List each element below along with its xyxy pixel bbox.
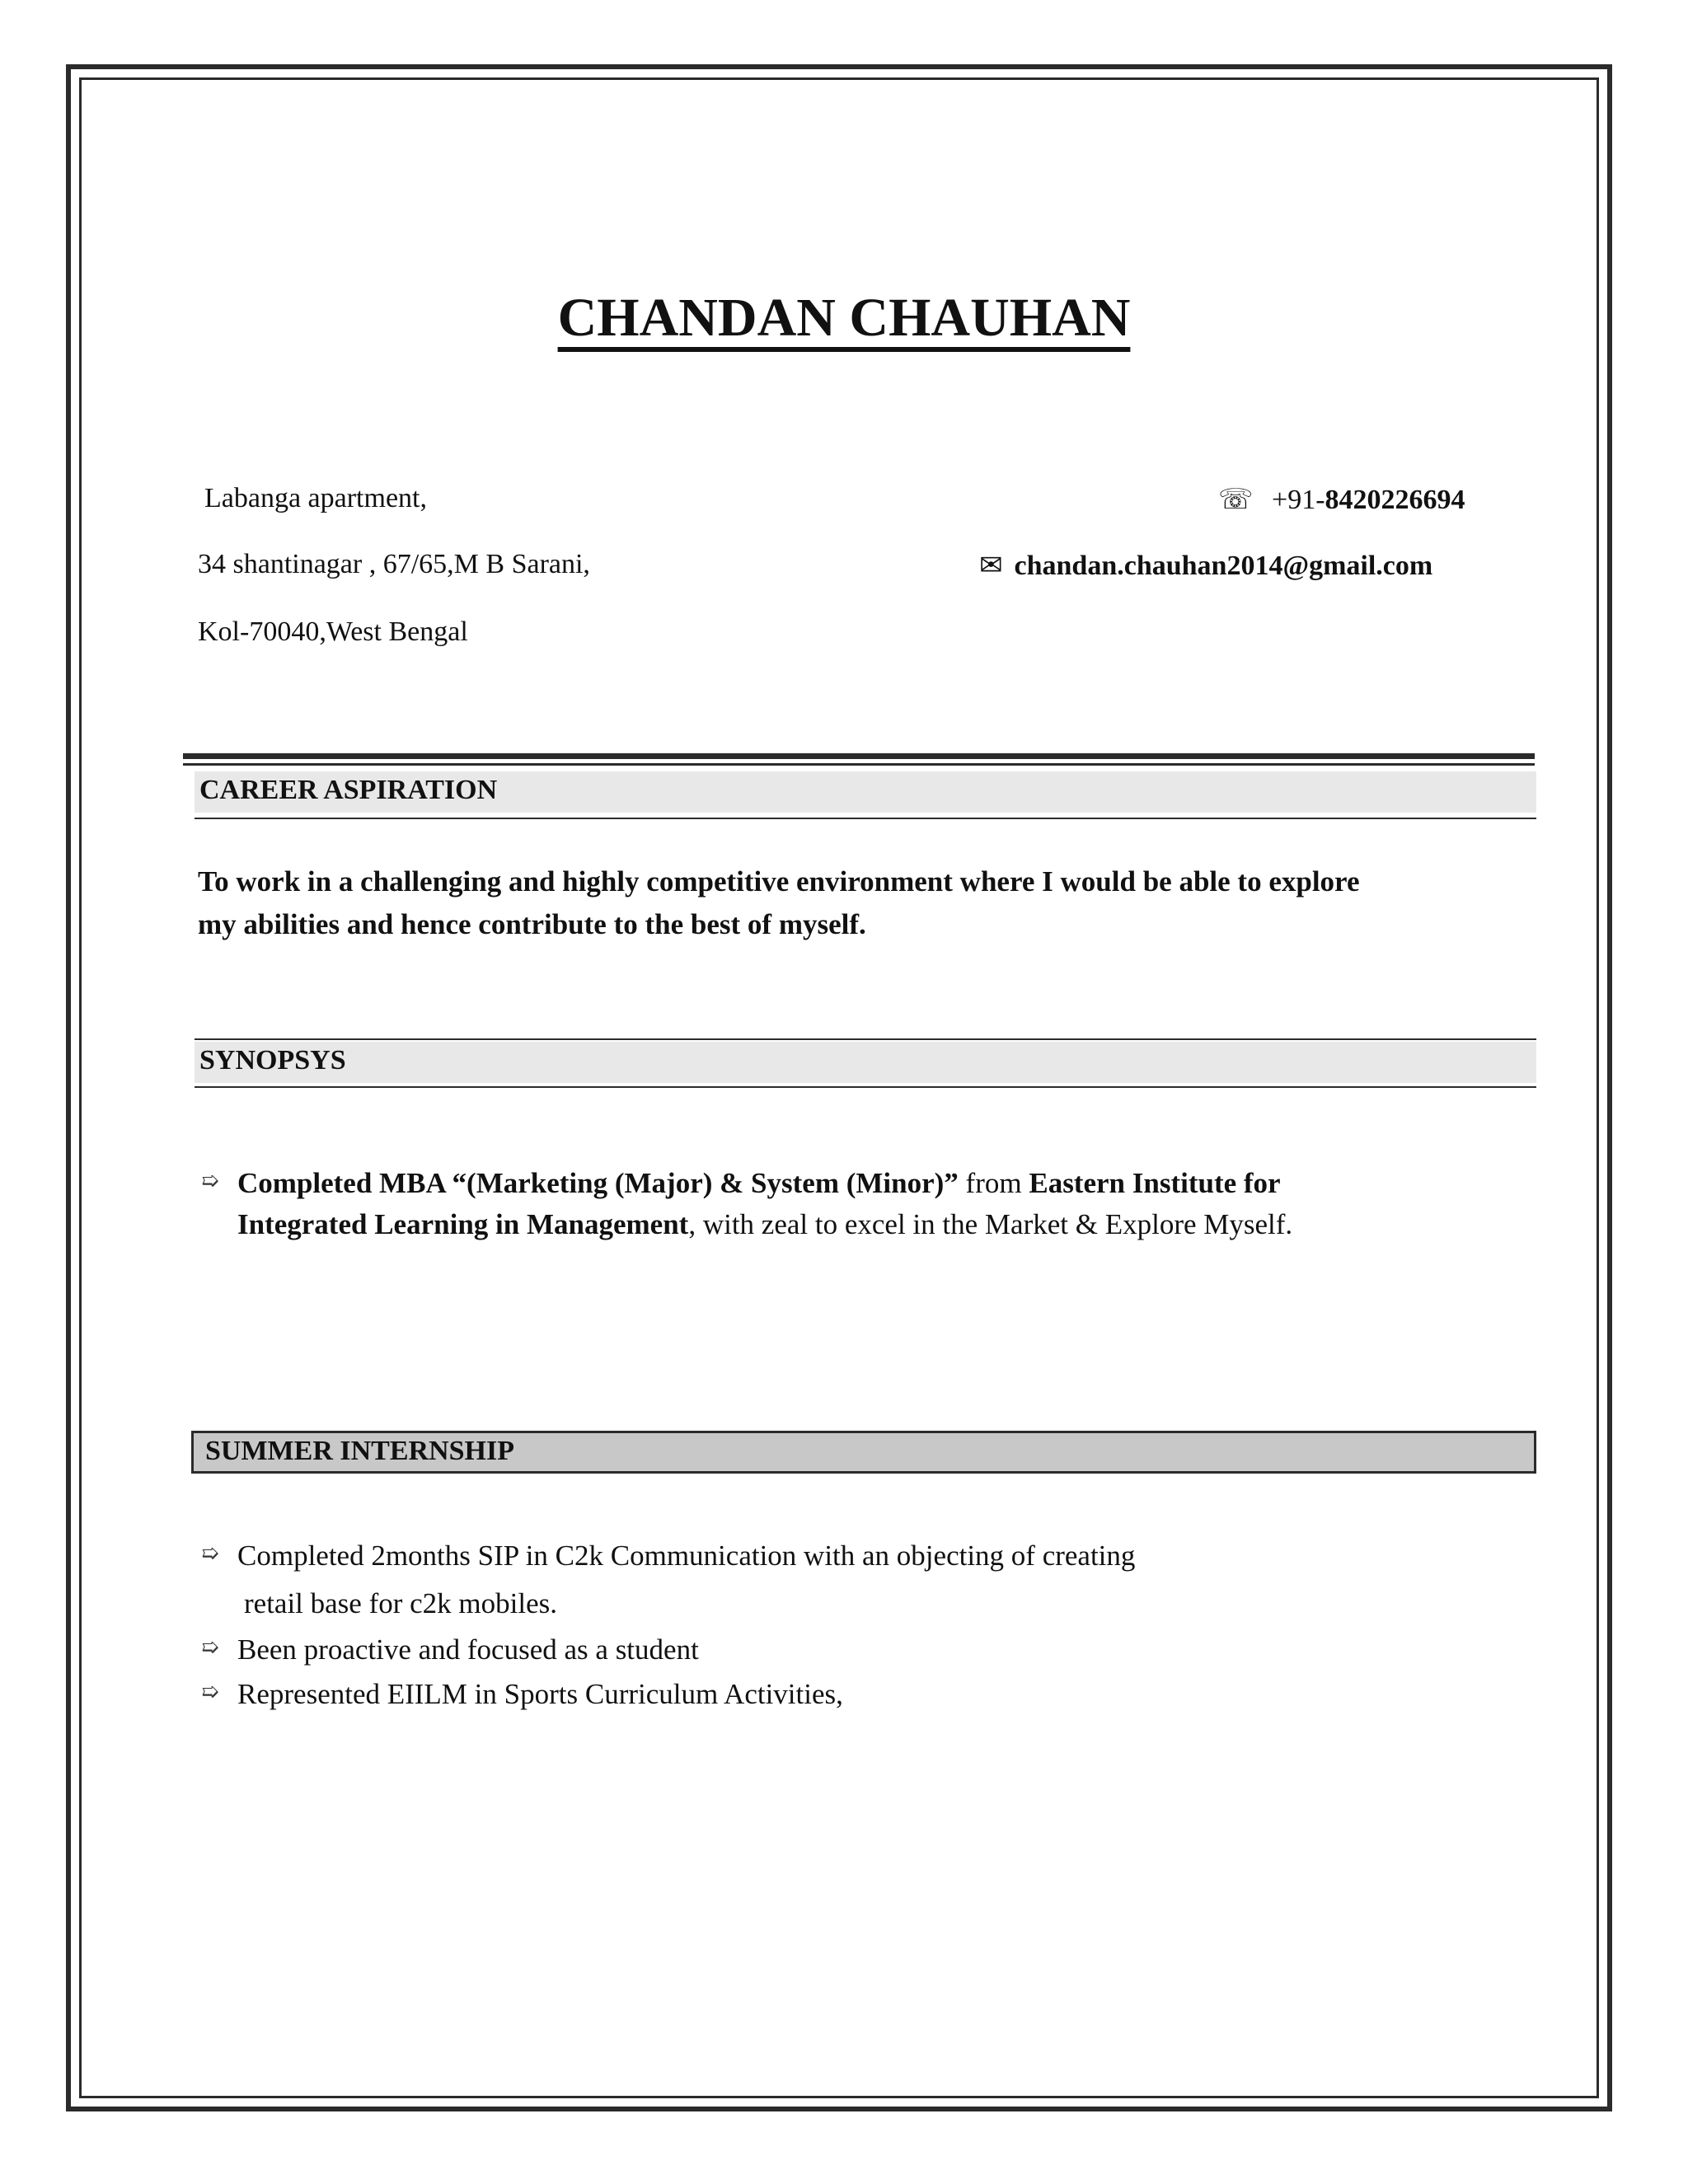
phone-prefix: +91- xyxy=(1272,485,1325,515)
arrow-bullet-icon: ➯ xyxy=(201,1635,219,1660)
synopsys-rule-top xyxy=(195,1038,1536,1040)
internship-item-text: Been proactive and focused as a student xyxy=(237,1633,699,1666)
arrow-bullet-icon: ➯ xyxy=(201,1680,219,1704)
resume-name: CHANDAN CHAUHAN xyxy=(557,288,1131,348)
email-address: chandan.chauhan2014@gmail.com xyxy=(1014,551,1433,581)
email-contact xyxy=(979,549,1432,582)
address-line-3: Kol-70040,West Bengal xyxy=(198,616,468,647)
institute-name-part-1: Eastern Institute for xyxy=(1029,1167,1281,1199)
envelope-icon: ✉ xyxy=(979,549,1003,582)
page-border-inner xyxy=(79,77,1599,2098)
internship-section-header xyxy=(191,1431,1536,1474)
mba-degree-text: Completed MBA “(Marketing (Major) & System (Minor)” xyxy=(237,1167,959,1199)
synopsys-tail-text: , with zeal to excel in the Market & Explore Myself. xyxy=(688,1208,1293,1240)
header-divider-thick xyxy=(183,753,1535,759)
internship-item-text: retail base for c2k mobiles. xyxy=(244,1587,558,1619)
synopsys-rule-bottom xyxy=(195,1086,1536,1088)
header-divider-thin xyxy=(183,763,1535,766)
internship-item-1-continued xyxy=(244,1587,557,1620)
synopsys-from-text: from xyxy=(958,1167,1029,1199)
career-line-1: To work in a challenging and highly competitive environment where I would be able to explore xyxy=(198,865,1360,898)
synopsys-section-title: SYNOPSYS xyxy=(199,1045,346,1076)
institute-name-part-2: Integrated Learning in Management xyxy=(237,1208,689,1240)
career-section-title: CAREER ASPIRATION xyxy=(199,775,498,805)
career-aspiration-text xyxy=(198,860,1533,946)
arrow-bullet-icon: ➯ xyxy=(201,1169,219,1193)
phone-contact xyxy=(1218,483,1465,516)
career-section-rule xyxy=(195,818,1536,819)
arrow-bullet-icon: ➯ xyxy=(201,1541,219,1566)
telephone-icon: ☏ xyxy=(1218,483,1254,516)
phone-number: 8420226694 xyxy=(1325,485,1465,515)
internship-item-text: Represented EIILM in Sports Curriculum Activities, xyxy=(237,1678,843,1710)
career-line-2: my abilities and hence contribute to the best of myself. xyxy=(198,908,866,940)
career-section-header xyxy=(195,771,1536,813)
address-line-2: 34 shantinagar , 67/65,M B Sarani, xyxy=(198,549,590,579)
internship-section-title: SUMMER INTERNSHIP xyxy=(205,1436,514,1466)
synopsys-section-header xyxy=(195,1042,1536,1083)
address-line-1: Labanga apartment, xyxy=(204,483,427,513)
internship-item-text: Completed 2months SIP in C2k Communication with an objecting of creating xyxy=(237,1540,1136,1572)
